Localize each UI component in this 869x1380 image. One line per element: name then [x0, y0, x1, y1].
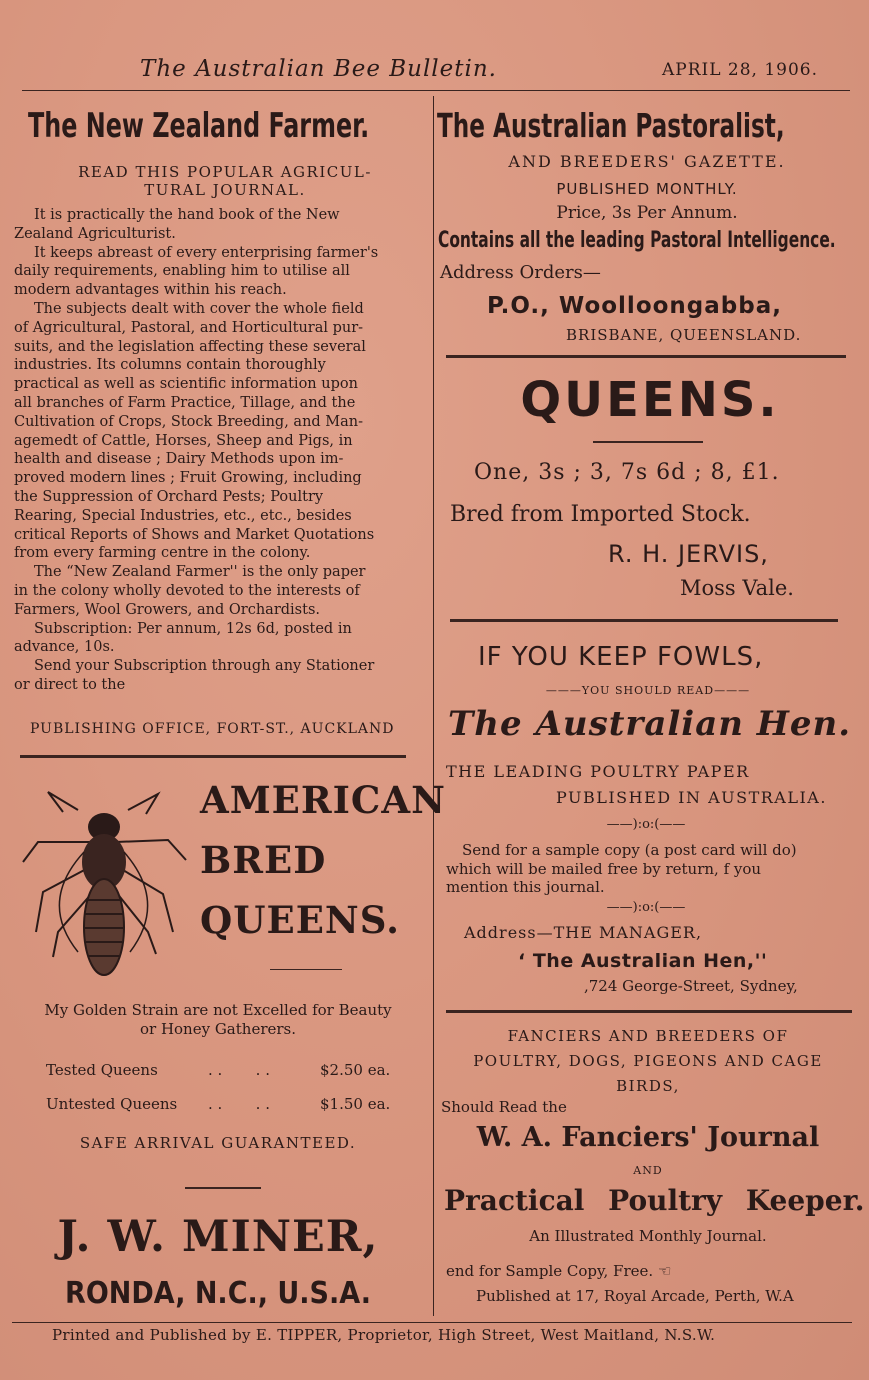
nz-line: proved modern lines ; Fruit Growing, including	[14, 470, 362, 487]
nz-line: modern advantages within his reach.	[14, 282, 287, 299]
queens-bred: Bred from Imported Stock.	[450, 502, 751, 527]
nz-line: agemedt of Cattle, Horses, Sheep and Pigs, in	[14, 432, 353, 449]
nz-line: It is practically the hand book of the New	[34, 207, 340, 223]
queens-prices: One, 3s ; 3, 7s 6d ; 8, £1.	[474, 460, 780, 485]
pastoralist-address-label: Address Orders—	[440, 262, 601, 283]
fanciers-title: W. A. Fanciers' Journal	[476, 1122, 820, 1153]
hen-address: Address—THE MANAGER,	[464, 923, 703, 942]
nz-line: practical as well as scientific information upon	[14, 376, 358, 393]
nz-line: or direct to the	[14, 676, 126, 693]
miner-short-rule	[185, 1187, 261, 1189]
pastoralist-price: Price, 3s Per Annum.	[556, 203, 738, 223]
nz-line: Zealand Agriculturist.	[14, 225, 176, 242]
american-line2: BRED	[200, 838, 327, 882]
queens-short-rule	[593, 441, 703, 443]
queens-title: QUEENS.	[520, 372, 780, 428]
queens-place: Moss Vale.	[680, 576, 794, 600]
queens-breeder: R. H. JERVIS,	[608, 540, 769, 568]
american-strain2: or Honey Gatherers.	[139, 1020, 297, 1038]
nz-line: Send your Subscription through any Stationer	[34, 658, 375, 675]
nz-line: Farmers, Wool Growers, and Orchardists.	[14, 601, 320, 618]
column-divider	[433, 96, 434, 1316]
pastoralist-city: BRISBANE, QUEENSLAND.	[566, 326, 802, 344]
nz-line: Cultivation of Crops, Stock Breeding, and Man-	[14, 413, 364, 430]
nz-line: industries. Its columns contain thoroughly	[14, 357, 326, 374]
fanciers-should: Should Read the	[441, 1098, 567, 1116]
fanciers-line2: POULTRY, DOGS, PIGEONS AND CAGE	[473, 1052, 823, 1070]
pastoralist-contains: Contains all the leading Pastoral Intelligence.	[438, 228, 836, 253]
miner-name: J. W. MINER,	[57, 1212, 379, 1262]
american-strain1: My Golden Strain are not Excelled for Beauty	[44, 1001, 392, 1019]
hen-separator-2: ——):o:(——	[606, 900, 686, 915]
header-rule	[22, 90, 850, 91]
american-short-rule	[270, 969, 342, 970]
bee-illustration	[18, 782, 188, 992]
nz-farmer-title: The New Zealand Farmer.	[28, 106, 370, 146]
right-thick-rule-2	[450, 619, 838, 622]
right-thick-rule-1	[446, 355, 846, 358]
miner-location: RONDA, N.C., U.S.A.	[65, 1276, 371, 1311]
right-thick-rule-3	[446, 1010, 852, 1013]
hen-should-read: ———YOU SHOULD READ———	[545, 684, 751, 697]
hen-separator-1: ——):o:(——	[606, 817, 686, 832]
nz-line: suits, and the legislation affecting these several	[14, 338, 366, 355]
hen-send3: mention this journal.	[446, 878, 605, 896]
nz-line: all branches of Farm Practice, Tillage, and the	[14, 394, 356, 411]
pastoralist-po: P.O., Woolloongabba,	[487, 293, 782, 319]
nz-line: in the colony wholly devoted to the interests of	[14, 582, 360, 599]
fanciers-line3: BIRDS,	[616, 1077, 680, 1095]
nz-line: daily requirements, enabling him to utilise all	[14, 263, 350, 280]
footer-imprint: Printed and Published by E. TIPPER, Proprietor, High Street, West Maitland, N.S.W.	[52, 1326, 716, 1344]
hen-leading2: PUBLISHED IN AUSTRALIA.	[556, 788, 827, 807]
fanciers-title2: Practical Poultry Keeper.	[444, 1184, 865, 1217]
nz-line: from every farming centre in the colony.	[14, 545, 311, 562]
nz-line: Subscription: Per annum, 12s 6d, posted in	[34, 620, 352, 637]
safe-arrival: SAFE ARRIVAL GUARANTEED.	[79, 1134, 357, 1152]
american-line1: AMERICAN	[200, 778, 446, 822]
hen-street: ,724 George-Street, Sydney,	[584, 977, 798, 995]
pointing-hand-icon: ☜	[657, 1262, 672, 1280]
nz-line: Rearing, Special Industries, etc., etc., besides	[14, 507, 352, 524]
fanciers-published: Published at 17, Royal Arcade, Perth, W.A	[476, 1287, 794, 1305]
fanciers-line1: FANCIERS AND BREEDERS OF	[507, 1027, 789, 1045]
pastoralist-title: The Australian Pastoralist,	[437, 106, 785, 145]
fanciers-illustrated: An Illustrated Monthly Journal.	[529, 1227, 767, 1245]
fanciers-sample	[446, 1262, 671, 1280]
footer-rule	[12, 1322, 852, 1323]
fanciers-and: AND	[633, 1164, 663, 1177]
nz-publishing-office: PUBLISHING OFFICE, FORT-ST., AUCKLAND	[30, 721, 395, 737]
left-thick-rule-1	[20, 755, 406, 758]
hen-send2: which will be mailed free by return, f you	[446, 860, 762, 878]
nz-farmer-sub2: TURAL JOURNAL.	[144, 181, 306, 199]
issue-date: APRIL 28, 1906.	[662, 60, 819, 80]
nz-line: The subjects dealt with cover the whole field	[34, 300, 364, 317]
tested-dots: . . . .	[208, 1061, 270, 1079]
nz-line: of Agricultural, Pastoral, and Horticultural pur-	[14, 319, 364, 336]
fanciers-sample-text: end for Sample Copy, Free.	[446, 1262, 654, 1280]
nz-farmer-body	[14, 206, 430, 695]
untested-label: Untested Queens	[46, 1095, 178, 1113]
hen-title: The Australian Hen.	[448, 704, 852, 744]
nz-line: It keeps abreast of every enterprising farmer's	[34, 244, 379, 261]
bulletin-title: The Australian Bee Bulletin.	[140, 56, 497, 82]
nz-line: the Suppression of Orchard Pests; Poultry	[14, 488, 324, 505]
nz-line: The “New Zealand Farmer'' is the only paper	[34, 564, 366, 581]
untested-dots: . . . .	[208, 1095, 270, 1113]
tested-label: Tested Queens	[46, 1061, 158, 1079]
american-line3: QUEENS.	[200, 898, 401, 942]
nz-line: critical Reports of Shows and Market Quotations	[14, 526, 375, 543]
hen-name: ‘ The Australian Hen,''	[518, 950, 768, 972]
pastoralist-monthly: PUBLISHED MONTHLY.	[556, 180, 738, 198]
pastoralist-sub: AND BREEDERS' GAZETTE.	[508, 152, 786, 171]
nz-line: health and disease ; Dairy Methods upon im-	[14, 451, 344, 468]
hen-leading1: THE LEADING POULTRY PAPER	[446, 762, 750, 781]
nz-farmer-sub1: READ THIS POPULAR AGRICUL-	[78, 163, 372, 181]
nz-line: advance, 10s.	[14, 639, 115, 656]
tested-price: $2.50 ea.	[320, 1061, 391, 1079]
hen-send1: Send for a sample copy (a post card will do)	[462, 841, 797, 859]
untested-price: $1.50 ea.	[320, 1095, 391, 1113]
hen-headline: IF YOU KEEP FOWLS,	[478, 642, 764, 672]
